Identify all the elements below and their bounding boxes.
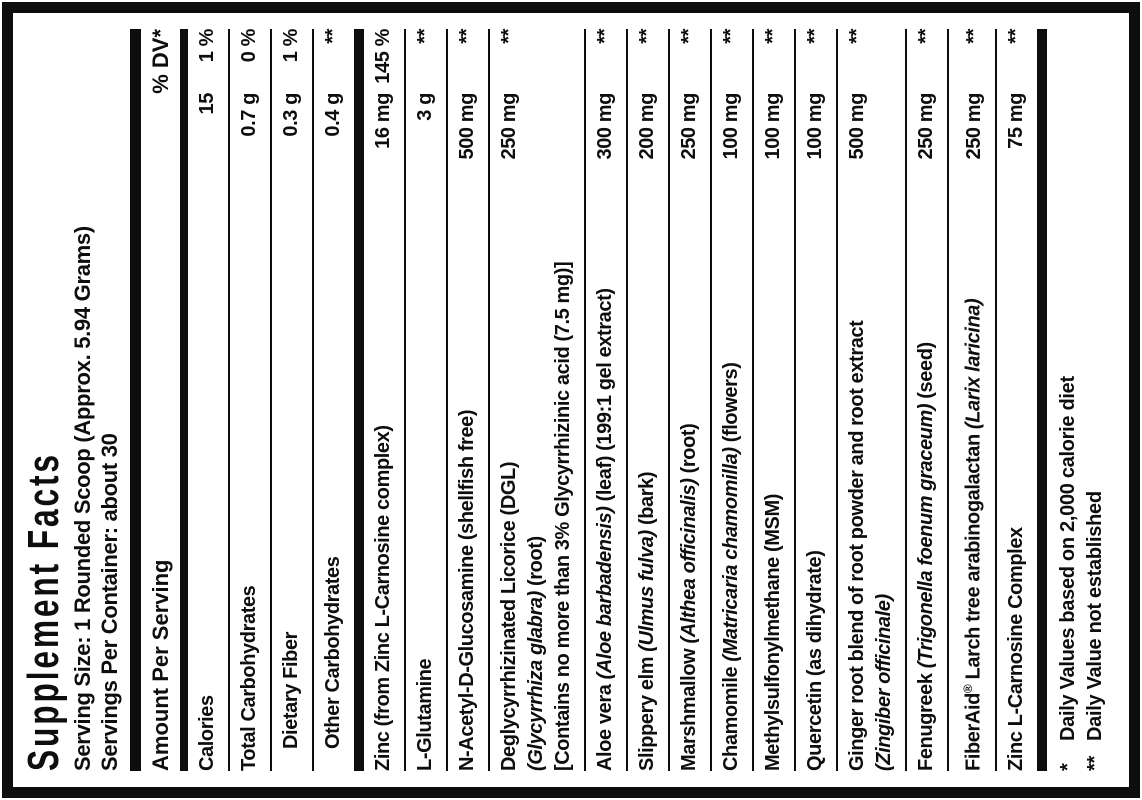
ingredient-name: Deglycyrrhizinated Licorice (DGL) xyxy=(498,461,520,771)
ingredient-name: Fenugreek (Trigonella foenum graceum) (seed) xyxy=(915,342,937,771)
table-row xyxy=(314,29,356,771)
dv-value: ** xyxy=(678,29,700,44)
ingredient-name: L-Glutamine xyxy=(414,658,436,771)
ingredient-name: Chamomile (Matricaria chamomilla) (flowers) xyxy=(720,362,742,771)
ingredient-name: Ginger root blend of root powder and root extract xyxy=(846,320,868,771)
ingredient-name-continued: (Zingiber officinale) xyxy=(873,594,895,771)
ingredient-name: Quercetin (as dihydrate) xyxy=(804,550,826,771)
table-row xyxy=(712,29,754,771)
dv-value: ** xyxy=(720,29,742,44)
dv-value: 1 % xyxy=(196,29,218,63)
table-row xyxy=(670,29,712,771)
footnote-text: Daily Values based on 2,000 calorie diet xyxy=(1056,376,1079,741)
amount-value: 100 mg xyxy=(762,93,784,160)
thick-divider-bottom xyxy=(1037,29,1047,771)
dv-value: ** xyxy=(915,29,937,44)
dv-value: ** xyxy=(414,29,436,44)
header-divider xyxy=(180,29,188,771)
ingredient-name: Calories xyxy=(196,695,218,771)
dv-value: ** xyxy=(498,29,520,44)
table-rows xyxy=(188,29,1037,771)
amount-value: 250 mg xyxy=(678,93,700,160)
dv-value: ** xyxy=(322,29,344,44)
amount-value: 100 mg xyxy=(804,93,826,160)
thick-divider-top xyxy=(130,29,141,771)
amount-per-serving-header: Amount Per Serving xyxy=(148,559,173,771)
dv-value: ** xyxy=(962,29,985,44)
ingredient-name: Slippery elm (Ulmus fulva) (bark) xyxy=(636,471,658,771)
ingredient-name: Dietary Fiber xyxy=(280,631,302,749)
servings-per-container-line: Servings Per Container: about 30 xyxy=(97,433,122,771)
table-row xyxy=(356,29,406,771)
dv-value: ** xyxy=(762,29,784,44)
dv-value: 0 % xyxy=(238,29,260,63)
amount-value: 16 mg xyxy=(372,93,394,149)
ingredient-name: Total Carbohydrates xyxy=(238,585,260,771)
table-row xyxy=(230,29,272,771)
amount-value: 250 mg xyxy=(962,93,985,160)
footnote-marker: * xyxy=(1056,763,1079,771)
serving-size-line: Serving Size: 1 Rounded Scoop (Approx. 5.94 Grams) xyxy=(70,226,95,771)
ingredient-name: Zinc L-Carnosine Complex xyxy=(1004,527,1027,771)
table-row xyxy=(628,29,670,771)
amount-value: 3 g xyxy=(414,93,436,121)
amount-value: 0.7 g xyxy=(238,93,260,137)
dv-value: ** xyxy=(846,29,868,44)
ingredient-name-continued: [Contains no more than 3% Glycyrrhizinic acid (7.5 mg)] xyxy=(552,261,574,771)
dv-value: 145 % xyxy=(372,29,394,84)
ingredient-name: Aloe vera (Aloe barbadensis) (leaf) (199:1 gel extract) xyxy=(594,288,616,771)
ingredient-name: N-Acetyl-D-Glucosamine (shellfish free) xyxy=(456,409,478,771)
dv-value: ** xyxy=(594,29,616,44)
table-row xyxy=(188,29,230,771)
ingredient-name: Zinc (from Zinc L-Carnosine complex) xyxy=(372,425,394,771)
amount-value: 500 mg xyxy=(456,93,478,160)
table-header xyxy=(141,29,180,771)
amount-value: 500 mg xyxy=(846,93,868,160)
amount-value: 200 mg xyxy=(636,93,658,160)
dv-value: ** xyxy=(1004,29,1027,44)
ingredient-name: Marshmallow (Althea officinalis) (root) xyxy=(678,423,700,771)
amount-value: 250 mg xyxy=(915,93,937,160)
table-row xyxy=(997,29,1037,771)
dv-value: ** xyxy=(636,29,658,44)
table-row xyxy=(949,29,997,771)
ingredient-name: FiberAid® Larch tree arabinogalactan (Larix laricina) xyxy=(961,298,985,771)
percent-dv-header: % DV* xyxy=(148,29,173,94)
table-row xyxy=(907,29,949,771)
ingredient-name-continued: (Glycyrrhiza glabra) (root) xyxy=(525,536,547,771)
table-row xyxy=(448,29,490,771)
ingredient-name: Methylsulfonylmethane (MSM) xyxy=(762,494,784,771)
ingredient-name: Other Carbohydrates xyxy=(322,556,344,749)
footnotes xyxy=(1047,29,1109,771)
amount-value: 75 mg xyxy=(1004,93,1027,149)
table-row xyxy=(838,29,907,771)
amount-value: 100 mg xyxy=(720,93,742,160)
table-row xyxy=(490,29,586,771)
footnote xyxy=(1082,29,1109,771)
label-panel xyxy=(13,13,1129,787)
dv-value: 1 % xyxy=(280,29,302,63)
table-row xyxy=(796,29,838,771)
footnote-marker: ** xyxy=(1083,756,1106,771)
footnote-text: Daily Value not established xyxy=(1083,491,1106,741)
page-title: Supplement Facts xyxy=(19,452,68,771)
table-row xyxy=(272,29,314,771)
amount-value: 300 mg xyxy=(594,93,616,160)
label-frame xyxy=(2,2,1140,798)
amount-value: 0.3 g xyxy=(280,93,302,137)
amount-value: 250 mg xyxy=(498,93,520,160)
footnote xyxy=(1055,29,1082,771)
table-row xyxy=(754,29,796,771)
dv-value: ** xyxy=(804,29,826,44)
amount-value: 0.4 g xyxy=(322,93,344,137)
table-row xyxy=(406,29,448,771)
dv-value: ** xyxy=(456,29,478,44)
amount-value: 15 xyxy=(196,93,218,115)
table-row xyxy=(586,29,628,771)
